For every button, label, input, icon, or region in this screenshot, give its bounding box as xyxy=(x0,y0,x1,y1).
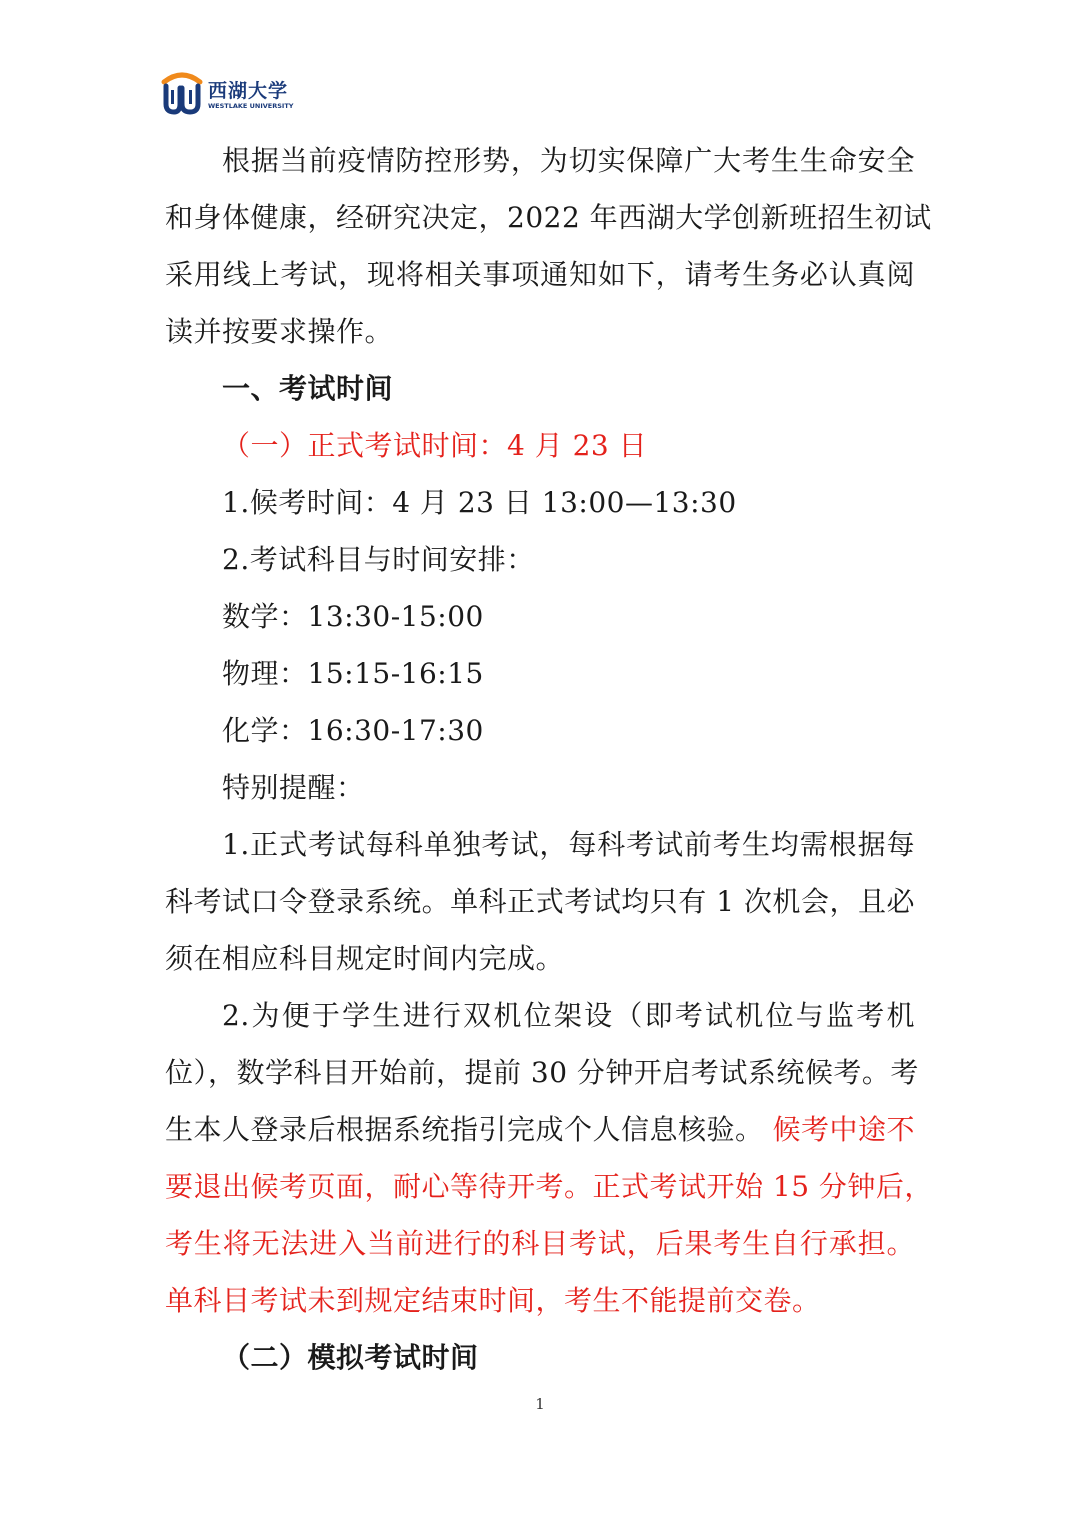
section-title-exam-time: 一、考试时间 xyxy=(222,372,394,405)
intro-line-2: 和身体健康，经研究决定，2022 年西湖大学创新班招生初试 xyxy=(165,201,932,234)
reminder2-line-3-red: 候考中途不 xyxy=(772,1113,915,1146)
intro-line-1: 根据当前疫情防控形势，为切实保障广大考生生命安全 xyxy=(222,144,915,177)
reminder-title: 特别提醒： xyxy=(222,771,365,804)
reminder1-line-3: 须在相应科目规定时间内完成。 xyxy=(165,942,565,975)
intro-line-3: 采用线上考试，现将相关事项通知如下，请考生务必认真阅 xyxy=(165,258,915,291)
westlake-logo xyxy=(160,70,300,120)
intro-line-4: 读并按要求操作。 xyxy=(165,315,394,348)
reminder2-red-line-2: 考生将无法进入当前进行的科目考试，后果考生自行承担。 xyxy=(165,1227,915,1260)
logo-english-name: WESTLAKE UNIVERSITY xyxy=(208,102,294,110)
subsection-formal-exam-time: （一）正式考试时间：4 月 23 日 xyxy=(222,429,648,462)
document-body xyxy=(165,132,933,1386)
schedule-title: 2.考试科目与时间安排： xyxy=(222,543,535,576)
subsection-mock-exam-time: （二）模拟考试时间 xyxy=(222,1341,479,1374)
reminder2-line-3 xyxy=(165,1101,915,1158)
reminder1-line-1: 1.正式考试每科单独考试，每科考试前考生均需根据每 xyxy=(222,828,915,861)
westlake-logo-icon xyxy=(160,70,204,116)
reminder2-line-2: 位），数学科目开始前，提前 30 分钟开启考试系统候考。考 xyxy=(165,1056,919,1089)
schedule-physics: 物理：15:15-16:15 xyxy=(222,657,484,690)
reminder2-red-line-1: 要退出候考页面，耐心等待开考。正式考试开始 15 分钟后， xyxy=(165,1170,933,1203)
reminder1-line-2: 科考试口令登录系统。单科正式考试均只有 1 次机会，且必 xyxy=(165,885,915,918)
reminder2-red-line-3: 单科目考试未到规定结束时间，考生不能提前交卷。 xyxy=(165,1284,821,1317)
waiting-time: 1.候考时间：4 月 23 日 13:00—13:30 xyxy=(222,486,737,519)
logo-chinese-name: 西湖大学 xyxy=(208,80,289,102)
reminder2-line-3-black: 生本人登录后根据系统指引完成个人信息核验。 xyxy=(165,1113,764,1146)
schedule-math: 数学：13:30-15:00 xyxy=(222,600,484,633)
schedule-chemistry: 化学：16:30-17:30 xyxy=(222,714,484,747)
page-number: 1 xyxy=(535,1395,545,1413)
reminder2-line-1: 2.为便于学生进行双机位架设（即考试机位与监考机 xyxy=(222,999,915,1032)
